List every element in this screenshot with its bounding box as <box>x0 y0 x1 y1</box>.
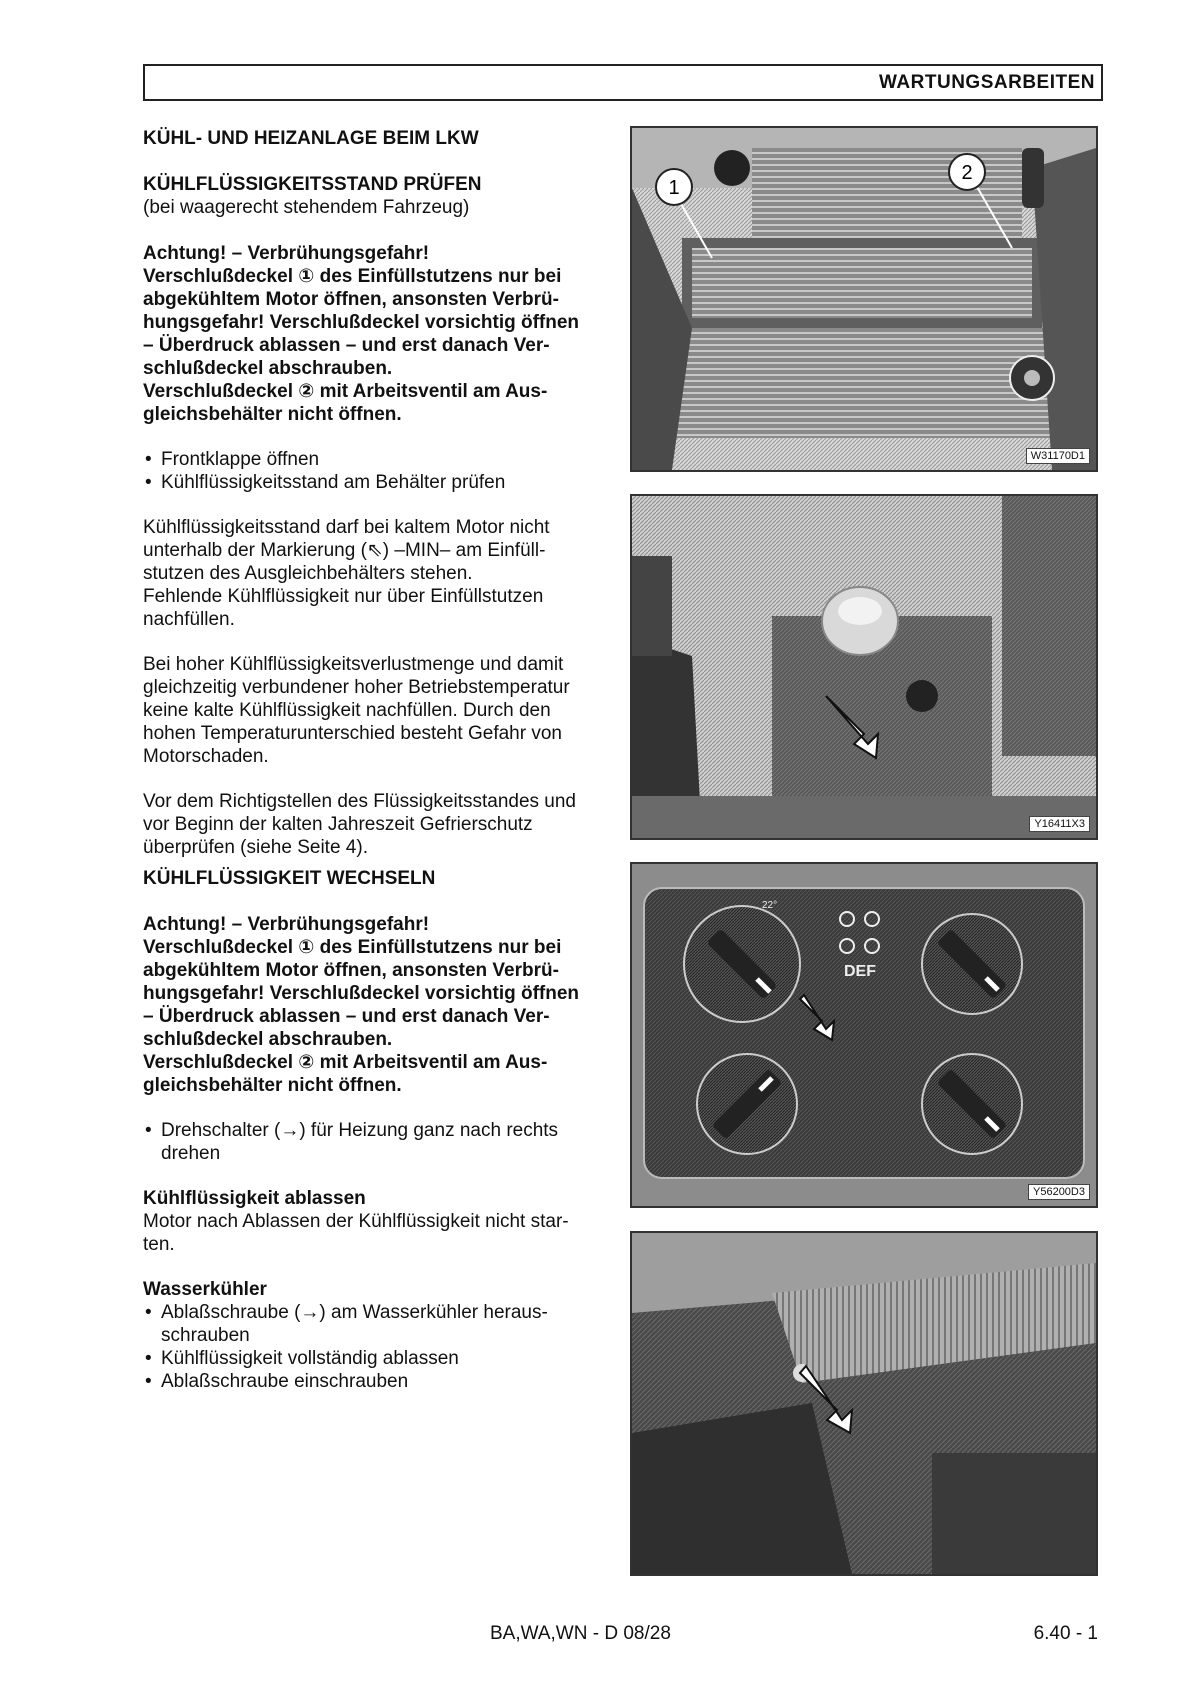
warning-text <box>143 936 623 1097</box>
image-tag: W31170D1 <box>1026 448 1090 464</box>
callout-2: 2 <box>961 162 973 184</box>
warning-line: – Überdruck ablassen – und erst danach Ver- <box>143 1006 550 1027</box>
text-line: Motor nach Ablassen der Kühlflüssigkeit nicht star- <box>143 1211 569 1232</box>
warning-line: Verschlußdeckel ② mit Arbeitsventil am Aus- <box>143 381 548 402</box>
warning-line: abgekühltem Motor öffnen, ansonsten Verbrü- <box>143 960 559 981</box>
radiator-step: • Ablaßschraube einschrauben <box>143 1370 623 1393</box>
radiator-title: Wasserkühler <box>143 1279 267 1300</box>
knob-air-distribution <box>697 1054 797 1154</box>
heater-controls-illustration <box>632 864 1096 1206</box>
section-coolant-change <box>143 867 623 1393</box>
warning-line: hungsgefahr! Verschlußdeckel vorsichtig öffnen <box>143 312 580 333</box>
callout-1: 1 <box>668 177 680 199</box>
warning-line: abgekühltem Motor öffnen, ansonsten Verbrü- <box>143 289 559 310</box>
knob-temperature <box>684 906 800 1022</box>
text-line: stutzen des Ausgleichbehälters stehen. <box>143 563 473 584</box>
photo-radiator-drain <box>630 1231 1098 1576</box>
drain-title: Kühlflüssigkeit ablassen <box>143 1188 366 1209</box>
text-line: nachfüllen. <box>143 609 235 630</box>
image-tag: Y56200D3 <box>1028 1184 1090 1200</box>
text-line: • Drehschalter (→) für Heizung ganz nach rechts <box>161 1120 559 1141</box>
radiator-drain-illustration <box>632 1233 1096 1574</box>
level-paragraph <box>143 516 623 631</box>
text-line: Motorschaden. <box>143 746 269 767</box>
warning-line: Verschlußdeckel ② mit Arbeitsventil am Aus- <box>143 1052 548 1073</box>
text-line: Bei hoher Kühlflüssigkeitsverlustmenge und damit <box>143 654 564 675</box>
text-line: ten. <box>143 1234 175 1255</box>
text-line: überprüfen (siehe Seite 4). <box>143 837 368 858</box>
warning-title: Achtung! – Verbrühungsgefahr! <box>143 243 430 264</box>
warning-line: gleichsbehälter nicht öffnen. <box>143 1075 402 1096</box>
photo-engine-compartment <box>630 126 1098 472</box>
text-line: hohen Temperaturunterschied besteht Gefahr von <box>143 723 562 744</box>
warning-line: Verschlußdeckel ① des Einfüllstutzens nur bei <box>143 266 562 287</box>
text-line: gleichzeitig verbundener hoher Betriebstemperatur <box>143 677 570 698</box>
check-steps <box>143 448 623 494</box>
def-label: DEF <box>844 963 876 980</box>
footer-page-number: 6.40 - 1 <box>1033 1623 1098 1644</box>
knob-fan <box>922 914 1022 1014</box>
radiator-step: • Kühlflüssigkeit vollständig ablassen <box>143 1347 623 1370</box>
warning-line: schlußdeckel abschrauben. <box>143 358 393 379</box>
text-line: Vor dem Richtigstellen des Flüssigkeitsstandes und <box>143 791 577 812</box>
text-line: Kühlflüssigkeitsstand darf bei kaltem Motor nicht <box>143 517 550 538</box>
footer-document-code: BA,WA,WN - D 08/28 <box>490 1623 671 1644</box>
image-tag: Y16411X3 <box>1029 816 1090 832</box>
warning-line: gleichsbehälter nicht öffnen. <box>143 404 402 425</box>
warning-line: Verschlußdeckel ① des Einfüllstutzens nur bei <box>143 937 562 958</box>
warning-title: Achtung! – Verbrühungsgefahr! <box>143 914 430 935</box>
loss-paragraph <box>143 653 623 768</box>
knob-recirculation <box>922 1054 1022 1154</box>
heater-step <box>143 1119 623 1165</box>
section-cooling-check <box>143 127 623 859</box>
header-title: WARTUNGSARBEITEN <box>879 72 1095 93</box>
text-line: • Ablaßschraube (→) am Wasserkühler heraus- <box>161 1302 548 1323</box>
warning-line: – Überdruck ablassen – und erst danach Ver- <box>143 335 550 356</box>
warning-text <box>143 265 623 426</box>
subtitle-note: (bei waagerecht stehendem Fahrzeug) <box>143 197 470 218</box>
header-box <box>143 64 1103 101</box>
text-line: vor Beginn der kalten Jahreszeit Gefrierschutz <box>143 814 533 835</box>
radiator-step <box>143 1301 623 1347</box>
text-line: unterhalb der Markierung (⇖) –MIN– am Einfüll- <box>143 540 546 561</box>
section-subtitle: KÜHLFLÜSSIGKEITSSTAND PRÜFEN <box>143 174 482 195</box>
antifreeze-paragraph <box>143 790 623 859</box>
photo-heater-controls <box>630 862 1098 1208</box>
text-line: keine kalte Kühlflüssigkeit nachfüllen. Durch den <box>143 700 551 721</box>
step-item: • Kühlflüssigkeitsstand am Behälter prüfen <box>143 471 623 494</box>
text-line: Fehlende Kühlflüssigkeit nur über Einfüllstutzen <box>143 586 544 607</box>
warning-line: schlußdeckel abschrauben. <box>143 1029 393 1050</box>
warning-line: hungsgefahr! Verschlußdeckel vorsichtig öffnen <box>143 983 580 1004</box>
section-title: KÜHL- UND HEIZANLAGE BEIM LKW <box>143 128 479 149</box>
expansion-tank-illustration <box>632 496 1096 838</box>
temp-mark: 22° <box>762 900 778 911</box>
engine-compartment-illustration <box>632 128 1096 470</box>
photo-expansion-tank <box>630 494 1098 840</box>
text-line: schrauben <box>161 1325 250 1346</box>
step-item: • Frontklappe öffnen <box>143 448 623 471</box>
section-title: KÜHLFLÜSSIGKEIT WECHSELN <box>143 868 436 889</box>
text-line: drehen <box>161 1143 221 1164</box>
